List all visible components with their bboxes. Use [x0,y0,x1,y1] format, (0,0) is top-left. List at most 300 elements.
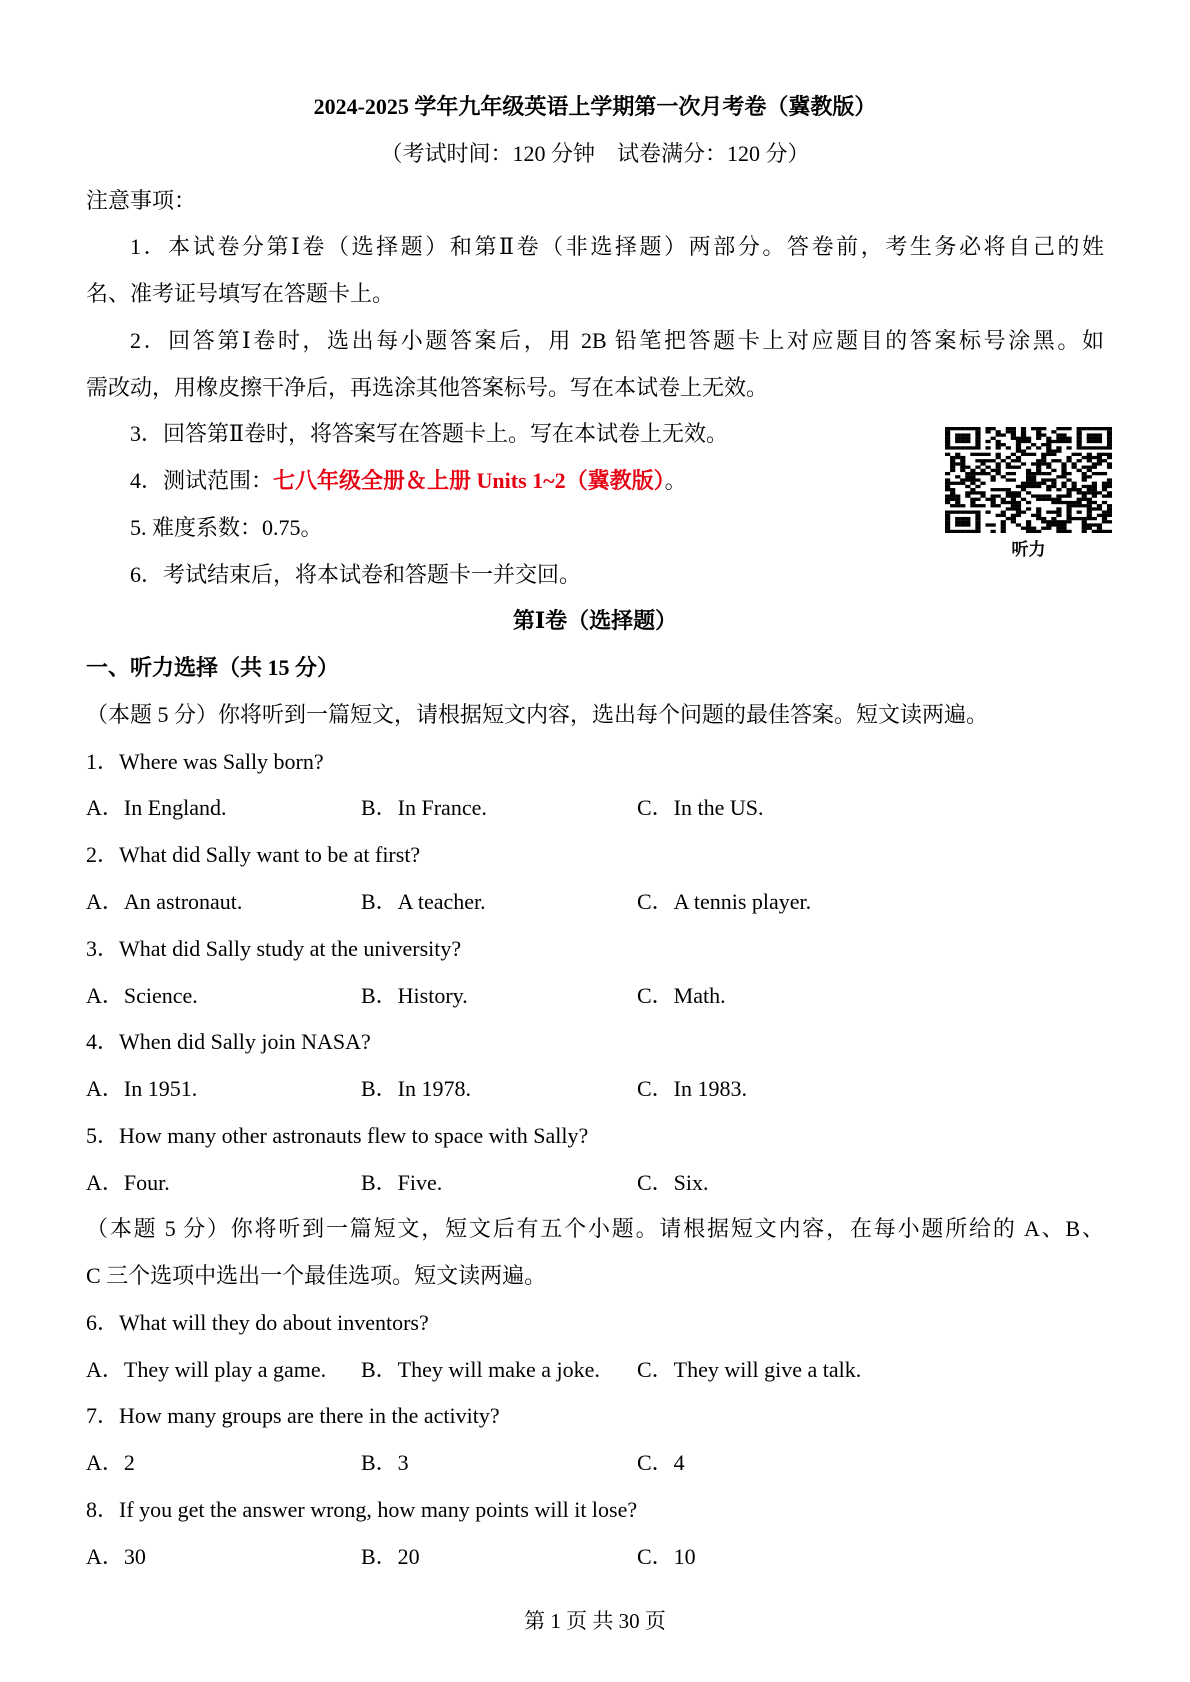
qr-module [1087,456,1092,459]
qr-module [1102,482,1107,485]
qr-module [965,475,970,478]
qr-module [1107,507,1112,510]
qr-module [1031,494,1036,497]
qr-module [1046,446,1051,449]
qr-module [1082,491,1087,494]
qr-module [1031,482,1036,485]
qr-module [1031,475,1036,478]
qr-module [965,472,970,475]
option-a: A．In 1951. [86,1076,198,1102]
qr-module [1061,501,1066,504]
qr-module [1061,462,1066,465]
qr-module [1102,494,1107,497]
qr-module [1026,491,1031,494]
qr-module [955,501,960,504]
qr-module [1041,520,1046,523]
qr-module [965,511,970,514]
qr-module [1036,511,1041,514]
qr-module [1107,437,1112,440]
qr-module [950,427,955,430]
qr-module [991,459,996,462]
qr-module [1066,472,1071,475]
qr-module [1006,494,1011,497]
qr-module [945,523,950,526]
qr-module [996,456,1001,459]
question-5-options [86,1160,1104,1207]
qr-module [1006,456,1011,459]
qr-module [1107,430,1112,433]
qr-module [1031,527,1036,530]
qr-module [950,456,955,459]
qr-module [996,472,1001,475]
qr-module [970,511,975,514]
qr-module [1046,478,1051,481]
qr-module [1021,488,1026,491]
qr-module [975,485,980,488]
qr-module [945,527,950,530]
option-c: C．In 1983. [637,1076,748,1102]
option-a: A．30 [86,1543,146,1569]
qr-module [1046,523,1051,526]
qr-module [945,494,950,497]
qr-module [955,433,960,436]
qr-module [1046,511,1051,514]
qr-module [1016,440,1021,443]
qr-module [985,498,990,501]
qr-module [1051,459,1056,462]
qr-module [975,443,980,446]
qr-module [1046,453,1051,456]
qr-module [1082,427,1087,430]
qr-module [1031,453,1036,456]
qr-module [970,446,975,449]
page-number-footer: 第 1 页 共 30 页 [524,1609,666,1633]
qr-module [1026,507,1031,510]
qr-module [1051,482,1056,485]
qr-module [1097,459,1102,462]
qr-module [970,478,975,481]
qr-module [1092,482,1097,485]
notice-item-1-line-2: 名、准考证号填写在答题卡上。 [86,281,395,307]
qr-module [1092,494,1097,497]
qr-module [945,472,950,475]
qr-module [991,427,996,430]
qr-module [1036,469,1041,472]
qr-module [1066,440,1071,443]
qr-module [980,469,985,472]
qr-module [1107,427,1112,430]
qr-module [955,440,960,443]
qr-module [1046,520,1051,523]
qr-module [1097,504,1102,507]
qr-module [1031,427,1036,430]
qr-code-icon [945,427,1112,533]
qr-module [1026,482,1031,485]
qr-module [1072,517,1077,520]
qr-module [985,523,990,526]
qr-module [960,469,965,472]
qr-module [1031,478,1036,481]
qr-module [1107,520,1112,523]
question-8: 8．If you get the answer wrong, how many points will it lose? [86,1496,638,1522]
option-c: C．Math. [637,982,726,1008]
qr-module [1056,459,1061,462]
qr-module [996,453,1001,456]
qr-module [1061,485,1066,488]
qr-module [1011,453,1016,456]
option-a: A．In England. [86,795,227,821]
qr-module [1102,427,1107,430]
qr-module [1051,485,1056,488]
qr-module [1011,520,1016,523]
question-5: 5．How many other astronauts flew to space with Sally? [86,1122,589,1148]
qr-module [965,437,970,440]
qr-module [955,427,960,430]
qr-module [1107,456,1112,459]
qr-module [1061,523,1066,526]
qr-module [1061,475,1066,478]
qr-module [975,466,980,469]
qr-module [1041,482,1046,485]
notice-item-5: 5. 难度系数：0.75。 [130,514,323,540]
qr-module [1006,478,1011,481]
qr-module [996,514,1001,517]
qr-module [1056,437,1061,440]
qr-module [1041,494,1046,497]
qr-module [1107,514,1112,517]
qr-module [1097,433,1102,436]
qr-module [1041,478,1046,481]
qr-module [1016,437,1021,440]
qr-module [1051,440,1056,443]
qr-module [1041,456,1046,459]
qr-module [960,504,965,507]
qr-module [1006,430,1011,433]
qr-module [1087,517,1092,520]
option-a: A．An astronaut. [86,889,243,915]
qr-module [996,466,1001,469]
qr-module [1046,437,1051,440]
qr-module [1092,517,1097,520]
qr-module [1097,440,1102,443]
qr-module [1056,501,1061,504]
qr-module [1051,449,1056,452]
qr-module [1056,527,1061,530]
qr-module [965,494,970,497]
qr-module [965,440,970,443]
qr-module [1056,507,1061,510]
qr-module [1066,517,1071,520]
qr-module [960,520,965,523]
qr-module [945,443,950,446]
qr-module [1016,514,1021,517]
qr-module [1087,459,1092,462]
qr-module [991,530,996,533]
qr-module [1051,453,1056,456]
qr-module [1061,494,1066,497]
qr-module [1031,472,1036,475]
qr-module [996,488,1001,491]
qr-module [1077,517,1082,520]
qr-module [1026,437,1031,440]
qr-module [1066,459,1071,462]
qr-module [965,485,970,488]
qr-module [980,482,985,485]
qr-module [955,446,960,449]
qr-module [1016,494,1021,497]
qr-module [1036,485,1041,488]
qr-module [1066,427,1071,430]
qr-module [1041,433,1046,436]
qr-module [1051,478,1056,481]
qr-module [975,437,980,440]
qr-module [960,511,965,514]
qr-module [1026,475,1031,478]
qr-module [1056,498,1061,501]
qr-module [1072,482,1077,485]
qr-module [1001,527,1006,530]
qr-module [955,517,960,520]
qr-module [945,485,950,488]
qr-module [1097,456,1102,459]
qr-module [955,462,960,465]
notice-item-1-line-1: 1．本试卷分第Ⅰ卷（选择题）和第Ⅱ卷（非选择题）两部分。答卷前，考生务必将自己的姓 [130,234,1104,260]
qr-module [1082,446,1087,449]
qr-module [1026,478,1031,481]
qr-module [945,501,950,504]
question-2: 2．What did Sally want to be at first? [86,842,421,868]
qr-module [1006,446,1011,449]
qr-module [965,427,970,430]
qr-module [1107,530,1112,533]
qr-module [1107,485,1112,488]
qr-module [1056,530,1061,533]
qr-module [1016,466,1021,469]
qr-module [991,469,996,472]
qr-module [1061,440,1066,443]
qr-module [996,504,1001,507]
qr-module [1061,530,1066,533]
qr-module [1066,488,1071,491]
qr-module [950,498,955,501]
qr-module [945,498,950,501]
qr-module [1087,485,1092,488]
qr-module [1097,427,1102,430]
option-b: B．History. [361,982,468,1008]
qr-module [955,520,960,523]
qr-module [980,453,985,456]
qr-module [970,469,975,472]
qr-module [1016,459,1021,462]
qr-module [970,453,975,456]
qr-module [945,427,950,430]
qr-module [1066,491,1071,494]
qr-module [1077,443,1082,446]
qr-module [1102,485,1107,488]
qr-module [1011,491,1016,494]
qr-module [945,520,950,523]
qr-module [950,511,955,514]
qr-module [980,459,985,462]
qr-module [985,472,990,475]
qr-module [1001,488,1006,491]
qr-module [1006,517,1011,520]
qr-module [1097,462,1102,465]
qr-module [1021,427,1026,430]
qr-module [1082,498,1087,501]
qr-module [1041,459,1046,462]
qr-module [1021,433,1026,436]
qr-module [1021,449,1026,452]
qr-module [1031,514,1036,517]
question-4-options [86,1066,1104,1113]
qr-module [1006,466,1011,469]
option-b: B．They will make a joke. [361,1356,600,1382]
qr-module [1072,466,1077,469]
qr-module [955,437,960,440]
qr-module [965,478,970,481]
qr-module [975,514,980,517]
option-b: B．A teacher. [361,889,486,915]
qr-module [970,530,975,533]
qr-module [1041,527,1046,530]
option-b: B．Five. [361,1169,443,1195]
qr-module [1011,504,1016,507]
qr-module [1021,485,1026,488]
qr-module [1041,472,1046,475]
qr-module [1066,511,1071,514]
qr-module [1011,514,1016,517]
qr-module [960,433,965,436]
qr-module [1001,514,1006,517]
qr-module [1102,446,1107,449]
qr-module [960,478,965,481]
qr-module [975,491,980,494]
qr-module [945,453,950,456]
qr-module [1077,437,1082,440]
qr-module [945,517,950,520]
option-c: C．4 [637,1450,685,1476]
qr-module [1077,469,1082,472]
test-range-highlight: 七八年级全册＆上册 Units 1~2（冀教版） [273,468,665,494]
qr-module [985,511,990,514]
qr-module [1031,485,1036,488]
qr-module [965,517,970,520]
qr-module [1011,478,1016,481]
qr-module [1092,507,1097,510]
option-b: B．20 [361,1543,420,1569]
qr-module [945,437,950,440]
qr-module [1056,488,1061,491]
qr-module [975,446,980,449]
qr-module [955,475,960,478]
qr-module [1036,507,1041,510]
qr-module [1051,517,1056,520]
qr-module [1092,472,1097,475]
qr-module [1077,446,1082,449]
qr-module [1011,433,1016,436]
qr-module [975,517,980,520]
qr-module [950,482,955,485]
qr-module [1077,498,1082,501]
qr-module [1041,517,1046,520]
qr-module [965,520,970,523]
qr-module [1087,501,1092,504]
qr-module [1046,498,1051,501]
qr-module [1092,491,1097,494]
exam-subtitle: （考试时间：120 分钟 试卷满分：120 分） [380,140,810,166]
question-7-options [86,1440,1104,1487]
qr-module [970,475,975,478]
qr-module [1087,511,1092,514]
qr-module [1021,462,1026,465]
qr-module [1001,520,1006,523]
qr-module [1001,523,1006,526]
qr-module [1051,430,1056,433]
qr-module [1102,488,1107,491]
qr-module [1072,485,1077,488]
qr-module [1082,523,1087,526]
qr-module [1011,437,1016,440]
qr-module [1021,453,1026,456]
qr-module [1092,427,1097,430]
qr-module [1061,427,1066,430]
qr-module [1036,446,1041,449]
notice-heading: 注意事项： [86,187,197,213]
option-b: B．In 1978. [361,1076,472,1102]
qr-module [1016,523,1021,526]
qr-module [1046,443,1051,446]
qr-module [1077,453,1082,456]
qr-module [1097,472,1102,475]
qr-module [980,504,985,507]
qr-module [985,440,990,443]
qr-module [1001,511,1006,514]
qr-module [950,504,955,507]
qr-module [1061,527,1066,530]
qr-module [1092,466,1097,469]
qr-module [996,469,1001,472]
qr-module [1087,527,1092,530]
qr-module [1087,488,1092,491]
question-6-options [86,1347,1104,1394]
option-a: A．They will play a game. [86,1356,327,1382]
qr-module [1011,427,1016,430]
qr-module [1066,504,1071,507]
qr-module [1046,494,1051,497]
exam-title: 2024-2025 学年九年级英语上学期第一次月考卷（冀教版） [313,94,877,119]
qr-module [1001,459,1006,462]
option-c: C．They will give a talk. [637,1356,862,1382]
qr-module [985,430,990,433]
qr-module [1036,437,1041,440]
qr-module [970,472,975,475]
qr-module [1066,494,1071,497]
qr-module [970,498,975,501]
option-c: C．A tennis player. [637,889,812,915]
qr-module [1092,488,1097,491]
qr-module [975,440,980,443]
qr-module [985,446,990,449]
qr-module [1087,504,1092,507]
qr-module [955,511,960,514]
qr-module [970,488,975,491]
qr-module [960,459,965,462]
qr-module [945,446,950,449]
qr-module [1082,517,1087,520]
qr-module [1026,485,1031,488]
listening-qr-block [945,427,1112,561]
